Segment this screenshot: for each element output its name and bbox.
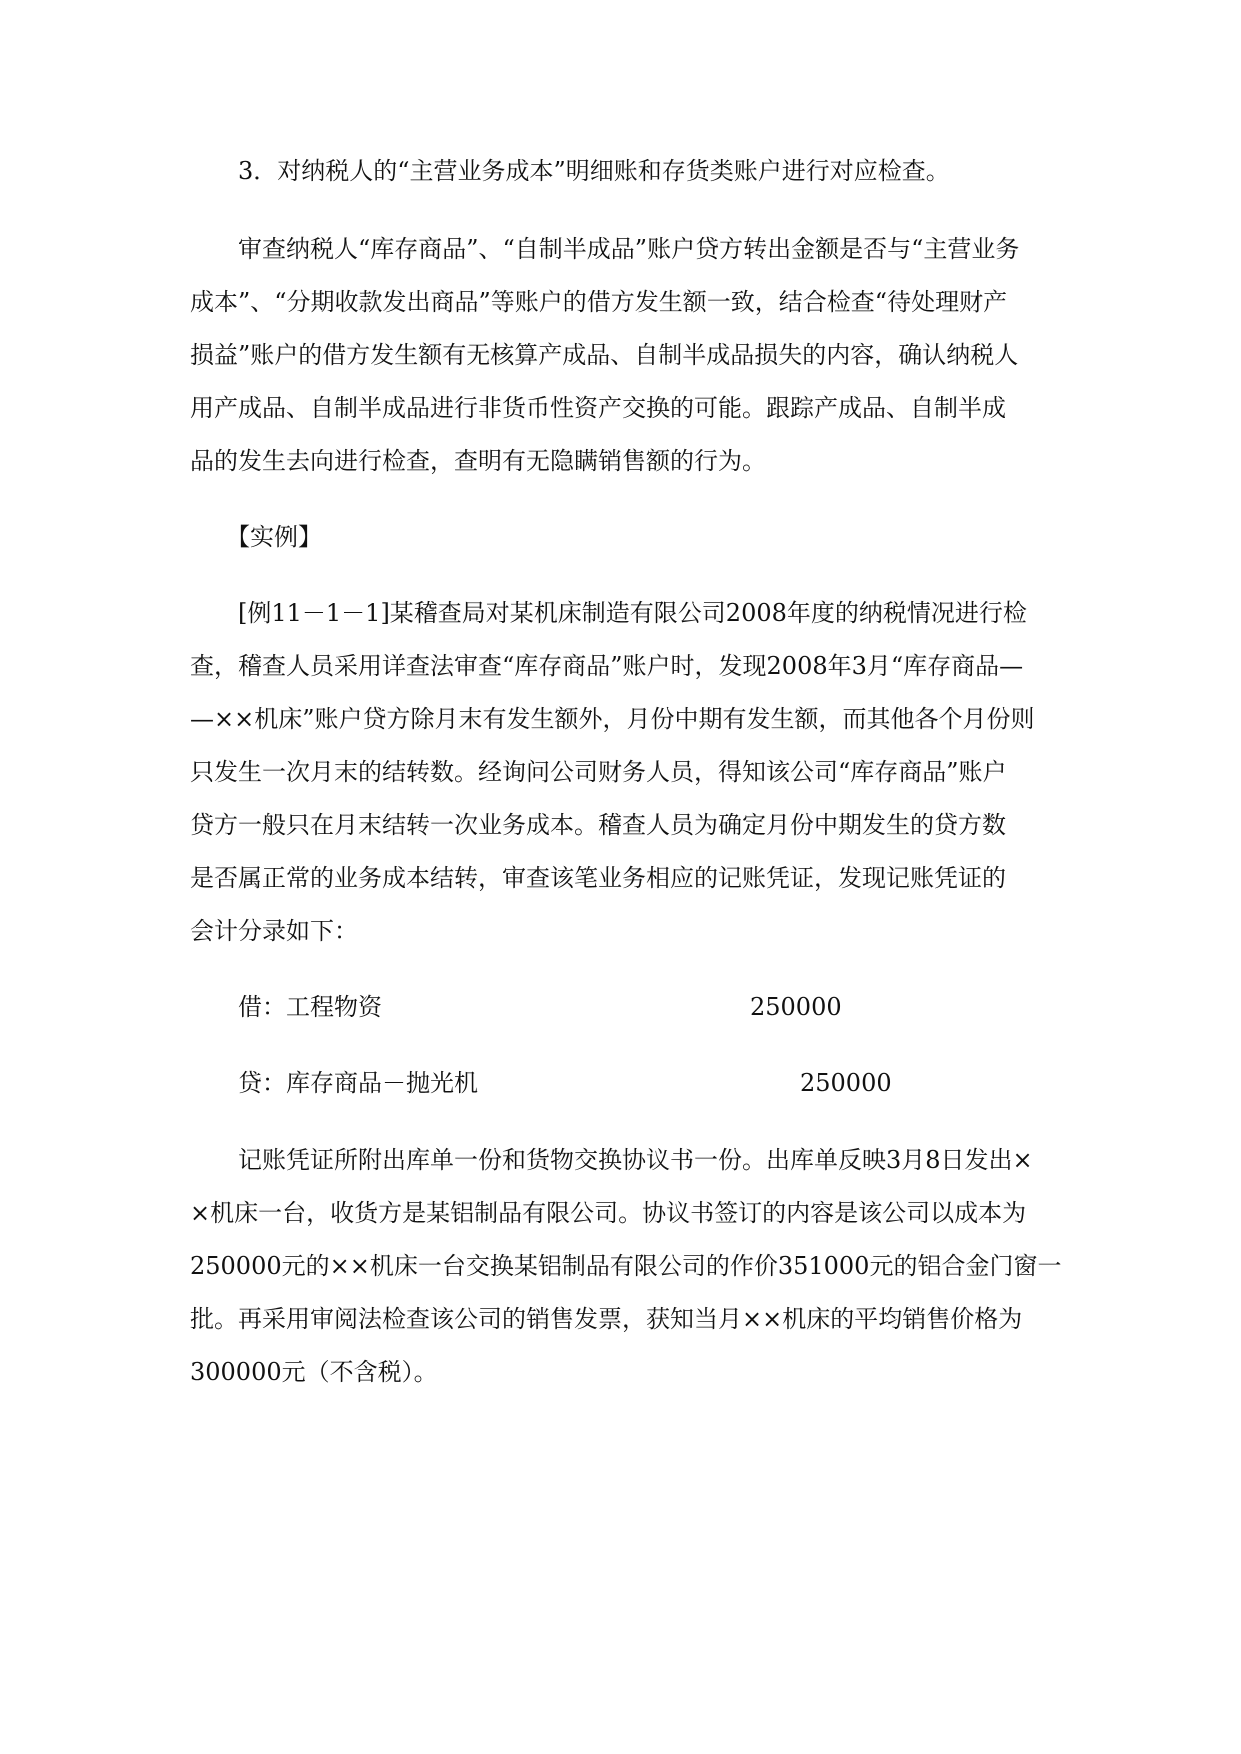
paragraph-2-line: 是否属正常的业务成本结转，审查该笔业务相应的记账凭证，发现记账凭证的 <box>190 864 1006 892</box>
credit-entry-label: 贷：库存商品－抛光机 <box>238 1069 478 1097</box>
paragraph-1-line: 品的发生去向进行检查，查明有无隐瞒销售额的行为。 <box>190 447 766 475</box>
paragraph-2-line: 会计分录如下： <box>190 917 358 945</box>
paragraph-1-line: 成本”、“分期收款发出商品”等账户的借方发生额一致，结合检查“待处理财产 <box>190 288 1008 316</box>
paragraph-3-line: 250000元的××机床一台交换某铝制品有限公司的作价351000元的铝合金门窗一 <box>190 1252 1062 1280</box>
paragraph-2-line: 只发生一次月末的结转数。经询问公司财务人员，得知该公司“库存商品”账户 <box>190 758 1007 786</box>
paragraph-1-line: 损益”账户的借方发生额有无核算产成品、自制半成品损失的内容，确认纳税人 <box>190 341 1019 369</box>
paragraph-3-line: 300000元（不含税）。 <box>190 1358 438 1386</box>
debit-entry-amount: 250000 <box>750 993 842 1021</box>
debit-entry-label: 借：工程物资 <box>238 993 382 1021</box>
section-heading: 3．对纳税人的“主营业务成本”明细账和存货类账户进行对应检查。 <box>238 157 950 185</box>
paragraph-2-line: 查，稽查人员采用详查法审查“库存商品”账户时，发现2008年3月“库存商品— <box>190 652 1024 680</box>
credit-entry-amount: 250000 <box>800 1069 892 1097</box>
paragraph-2-line: —××机床”账户贷方除月末有发生额外，月份中期有发生额，而其他各个月份则 <box>190 705 1035 733</box>
paragraph-2-line: [例11－1－1]某稽查局对某机床制造有限公司2008年度的纳税情况进行检 <box>238 599 1027 627</box>
paragraph-3-line: 批。再采用审阅法检查该公司的销售发票，获知当月××机床的平均销售价格为 <box>190 1305 1023 1333</box>
paragraph-1-line: 审查纳税人“库存商品”、“自制半成品”账户贷方转出金额是否与“主营业务 <box>238 235 1020 263</box>
example-label: 【实例】 <box>226 523 322 551</box>
paragraph-1-line: 用产成品、自制半成品进行非货币性资产交换的可能。跟踪产成品、自制半成 <box>190 394 1006 422</box>
paragraph-3-line: 记账凭证所附出库单一份和货物交换协议书一份。出库单反映3月8日发出× <box>238 1146 1033 1174</box>
paragraph-2-line: 贷方一般只在月末结转一次业务成本。稽查人员为确定月份中期发生的贷方数 <box>190 811 1006 839</box>
paragraph-3-line: ×机床一台，收货方是某铝制品有限公司。协议书签订的内容是该公司以成本为 <box>190 1199 1027 1227</box>
